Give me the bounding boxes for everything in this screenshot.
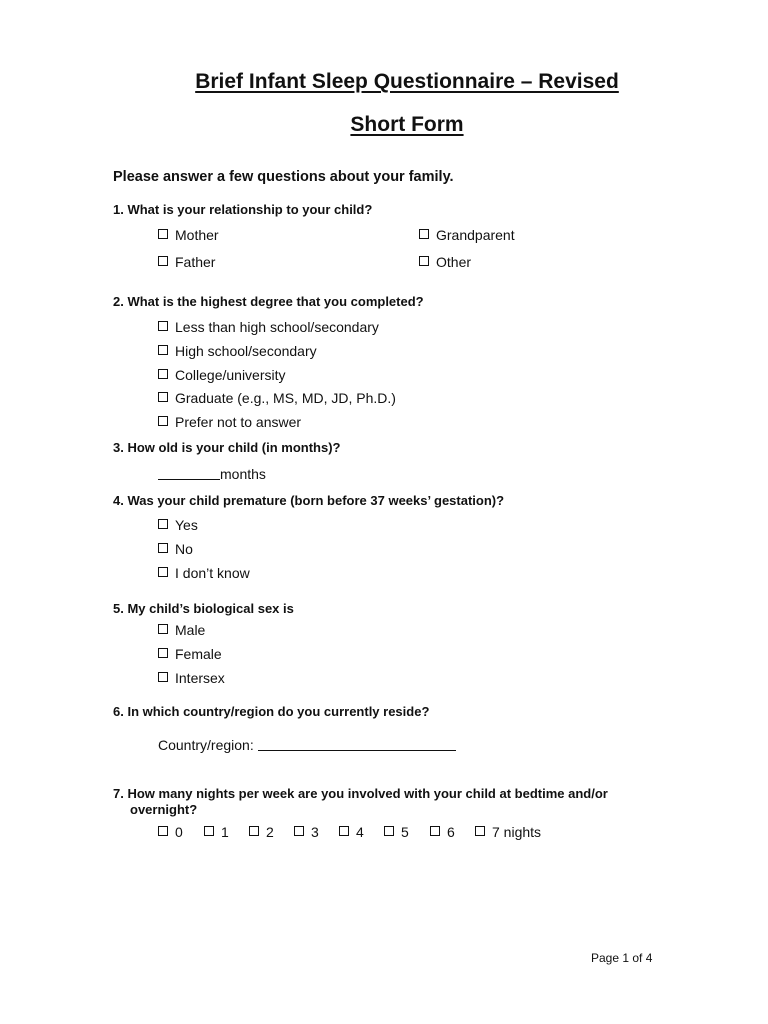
checkbox-icon	[294, 826, 304, 836]
option-dont-know[interactable]: I don’t know	[158, 565, 250, 581]
option-nights-1[interactable]: 1	[204, 824, 229, 840]
option-intersex[interactable]: Intersex	[158, 670, 225, 686]
checkbox-icon	[158, 567, 168, 577]
checkbox-icon	[339, 826, 349, 836]
checkbox-icon	[158, 672, 168, 682]
option-grandparent[interactable]: Grandparent	[419, 227, 515, 243]
question-5: 5. My child’s biological sex is	[113, 601, 294, 616]
checkbox-icon	[249, 826, 259, 836]
option-high-school[interactable]: High school/secondary	[158, 343, 317, 359]
option-yes[interactable]: Yes	[158, 517, 198, 533]
checkbox-icon	[158, 321, 168, 331]
checkbox-icon	[158, 519, 168, 529]
option-father[interactable]: Father	[158, 254, 215, 270]
checkbox-icon	[384, 826, 394, 836]
checkbox-icon	[158, 256, 168, 266]
intro-text: Please answer a few questions about your family.	[113, 169, 454, 185]
option-less-than-high-school[interactable]: Less than high school/secondary	[158, 319, 379, 335]
question-3: 3. How old is your child (in months)?	[113, 440, 341, 455]
option-nights-0[interactable]: 0	[158, 824, 183, 840]
age-months-field[interactable]: months	[158, 466, 266, 482]
question-1: 1. What is your relationship to your child?	[113, 202, 373, 217]
document-subtitle: Short Form	[350, 113, 464, 136]
checkbox-icon	[419, 229, 429, 239]
country-region-field[interactable]: Country/region:	[158, 737, 456, 753]
question-7: 7. How many nights per week are you involved with your child at bedtime and/or overnight?	[113, 786, 608, 817]
option-male[interactable]: Male	[158, 622, 205, 638]
blank-line	[258, 750, 456, 751]
question-2: 2. What is the highest degree that you completed?	[113, 294, 424, 309]
checkbox-icon	[475, 826, 485, 836]
checkbox-icon	[158, 826, 168, 836]
option-female[interactable]: Female	[158, 646, 222, 662]
option-graduate[interactable]: Graduate (e.g., MS, MD, JD, Ph.D.)	[158, 390, 396, 406]
option-nights-5[interactable]: 5	[384, 824, 409, 840]
blank-line	[158, 479, 220, 480]
checkbox-icon	[158, 648, 168, 658]
checkbox-icon	[158, 624, 168, 634]
option-nights-7[interactable]: 7 nights	[475, 824, 541, 840]
option-nights-3[interactable]: 3	[294, 824, 319, 840]
page-number: Page 1 of 4	[591, 951, 653, 965]
question-4: 4. Was your child premature (born before 37 weeks’ gestation)?	[113, 493, 505, 508]
checkbox-icon	[158, 369, 168, 379]
checkbox-icon	[158, 229, 168, 239]
checkbox-icon	[158, 392, 168, 402]
option-mother[interactable]: Mother	[158, 227, 219, 243]
checkbox-icon	[158, 416, 168, 426]
checkbox-icon	[158, 543, 168, 553]
option-prefer-not[interactable]: Prefer not to answer	[158, 414, 301, 430]
checkbox-icon	[204, 826, 214, 836]
checkbox-icon	[430, 826, 440, 836]
option-no[interactable]: No	[158, 541, 193, 557]
option-other[interactable]: Other	[419, 254, 471, 270]
option-college[interactable]: College/university	[158, 367, 286, 383]
checkbox-icon	[158, 345, 168, 355]
document-title: Brief Infant Sleep Questionnaire – Revised	[195, 70, 619, 93]
option-nights-4[interactable]: 4	[339, 824, 364, 840]
option-nights-2[interactable]: 2	[249, 824, 274, 840]
question-6: 6. In which country/region do you currently reside?	[113, 704, 430, 719]
option-nights-6[interactable]: 6	[430, 824, 455, 840]
checkbox-icon	[419, 256, 429, 266]
